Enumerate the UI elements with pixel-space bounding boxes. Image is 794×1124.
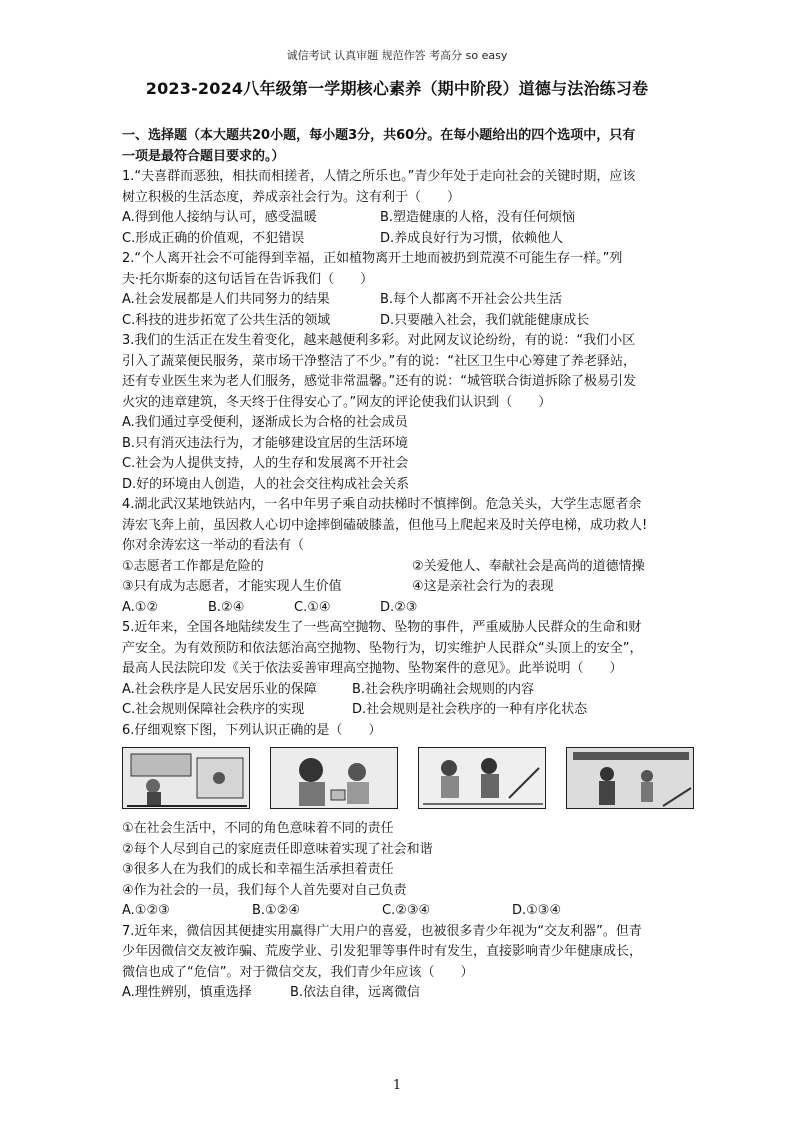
section-intro-line: 一、选择题（本大题共20小题，每小题3分，共60分。在每小题给出的四个选项中，只有 — [122, 128, 636, 143]
question-stem-line: 4.湖北武汉某地铁站内，一名中年男子乘自动扶梯时不慎摔倒。危急关头，大学生志愿者余 — [122, 497, 642, 512]
exam-content — [122, 126, 694, 1004]
option-c: C.社会为人提供支持，人的生存和发展离不开社会 — [122, 456, 409, 471]
header-note: 诚信考试 认真审题 规范作答 考高分 so easy — [286, 49, 508, 62]
option-row — [122, 290, 694, 311]
statement-1: ①志愿者工作都是危险的 — [122, 558, 264, 574]
option-b: B.每个人都离不开社会公共生活 — [380, 292, 563, 307]
option-a: A.理性辨别，慎重选择 — [122, 985, 252, 1000]
cartoon-image-1 — [122, 747, 250, 809]
question-5 — [122, 618, 694, 721]
question-3 — [122, 331, 694, 495]
question-stem-line: 夫·托尔斯泰的这句话旨在告诉我们（ ） — [122, 271, 374, 287]
option-d: D.只要融入社会，我们就能健康成长 — [380, 312, 590, 328]
statement-4: ④这是亲社会行为的表现 — [412, 579, 554, 594]
option-row — [122, 229, 694, 250]
option-a: A.社会秩序是人民安居乐业的保障 — [122, 681, 317, 697]
option-d: D.好的环境由人创造，人的社会交往构成社会关系 — [122, 476, 410, 492]
option-b: B.社会秩序明确社会规则的内容 — [352, 681, 535, 697]
option-row — [122, 700, 694, 721]
cartoon-image-3 — [418, 747, 546, 809]
option-b: B.依法自律，远离微信 — [290, 985, 421, 1000]
cartoon-image-4 — [566, 747, 694, 809]
option-a: A.①② — [122, 599, 159, 615]
question-stem-line: 微信也成了“危信”。对于微信交友，我们青少年应该（ ） — [122, 964, 474, 980]
question-stem-line: 7.近年来，微信因其便捷实用赢得广大用户的喜爱，也被很多青少年视为“交友利器”。但青 — [122, 923, 642, 939]
option-d: D.②③ — [380, 599, 418, 615]
section-intro — [122, 126, 694, 167]
question-stem-line: 5.近年来，全国各地陆续发生了一些高空抛物、坠物的事件，严重威胁人民群众的生命和财 — [122, 620, 642, 635]
option-d: D.①③④ — [512, 903, 562, 918]
question-2 — [122, 249, 694, 331]
illustration-row — [122, 747, 694, 813]
option-c: C.形成正确的价值观，不犯错误 — [122, 230, 305, 246]
page-title: 2023-2024八年级第一学期核心素养（期中阶段）道德与法治练习卷 — [145, 79, 649, 98]
option-row — [122, 208, 694, 229]
statement-3: ③很多人在为我们的成长和幸福生活承担着责任 — [122, 862, 394, 877]
statement-1: ①在社会生活中，不同的角色意味着不同的责任 — [122, 821, 394, 836]
question-stem-line: 1.“夫喜群而恶独，相扶而相搓者，人情之所乐也。”青少年处于走向社会的关键时期，应该 — [122, 169, 636, 184]
option-a: A.①②③ — [122, 903, 170, 918]
option-row — [122, 901, 694, 922]
option-c: C.社会规则保障社会秩序的实现 — [122, 702, 305, 717]
question-stem-line: 你对余涛宏这一举动的看法有（ — [122, 538, 305, 553]
question-stem-line: 引入了蔬菜便民服务，菜市场干净整洁了不少。”有的说：“社区卫生中心筹建了养老驿站， — [122, 353, 636, 369]
option-c: C.②③④ — [382, 903, 431, 918]
statement-row — [122, 557, 694, 578]
option-row — [122, 311, 694, 332]
option-row — [122, 598, 694, 619]
page-number: 1 — [392, 1078, 402, 1093]
statement-3: ③只有成为志愿者，才能实现人生价值 — [122, 579, 342, 594]
question-stem-line: 火灾的违章建筑，冬天终于住得安心了。”网友的评论使我们认识到（ ） — [122, 394, 552, 410]
option-a: A.社会发展都是人们共同努力的结果 — [122, 292, 330, 307]
option-b: B.塑造健康的人格，没有任何烦恼 — [380, 210, 576, 225]
option-a: A.得到他人接纳与认可，感受温暖 — [122, 210, 317, 225]
question-stem-line: 6.仔细观察下图，下列认识正确的是（ ） — [122, 722, 382, 738]
option-row — [122, 680, 694, 701]
option-c: C.①④ — [294, 599, 331, 615]
statement-2: ②关爱他人、奉献社会是高尚的道德情操 — [412, 558, 645, 574]
option-d: D.社会规则是社会秩序的一种有序化状态 — [352, 702, 588, 717]
question-stem-line: 树立积极的生活态度，养成亲社会行为。这有利于（ ） — [122, 189, 461, 205]
question-1 — [122, 167, 694, 249]
statement-2: ②每个人尽到自己的家庭责任即意味着实现了社会和谐 — [122, 841, 433, 857]
section-intro-line: 一项是最符合题目要求的。） — [122, 148, 285, 164]
question-stem-line: 少年因微信交友被诈骗、荒废学业、引发犯罪等事件时有发生，直接影响青少年健康成长， — [122, 944, 643, 959]
option-a: A.我们通过享受便利，逐渐成长为合格的社会成员 — [122, 415, 408, 430]
option-b: B.①②④ — [252, 903, 301, 918]
question-6 — [122, 721, 694, 922]
statement-row — [122, 577, 694, 598]
question-7 — [122, 922, 694, 1004]
question-stem-line: 2.“个人离开社会不可能得到幸福，正如植物离开土地而被扔到荒漠不可能生存一样。”列 — [122, 251, 623, 266]
option-row — [122, 983, 694, 1004]
option-d: D.养成良好行为习惯，依赖他人 — [380, 230, 564, 246]
question-4 — [122, 495, 694, 618]
question-stem-line: 产安全。为有效预防和依法惩治高空抛物、坠物行为，切实维护人民群众“头顶上的安全”， — [122, 640, 643, 656]
option-b: B.②④ — [208, 599, 245, 615]
cartoon-image-2 — [270, 747, 398, 809]
question-stem-line: 还有专业医生来为老人们服务，感觉非常温馨。”还有的说：“城管联合街道拆除了极易引发 — [122, 374, 636, 389]
question-stem-line: 涛宏飞奔上前，虽因救人心切中途摔倒磕破膝盖，但他马上爬起来及时关停电梯，成功救人! — [122, 517, 648, 533]
statement-4: ④作为社会的一员，我们每个人首先要对自己负责 — [122, 882, 407, 898]
option-c: C.科技的进步拓宽了公共生活的领域 — [122, 312, 331, 328]
question-stem-line: 3.我们的生活正在发生着变化，越来越便利多彩。对此网友议论纷纷，有的说：“我们小区 — [122, 333, 636, 348]
question-stem-line: 最高人民法院印发《关于依法妥善审理高空抛物、坠物案件的意见》。此举说明（ ） — [122, 661, 623, 676]
option-b: B.只有消灭违法行为，才能够建设宜居的生活环境 — [122, 435, 409, 451]
